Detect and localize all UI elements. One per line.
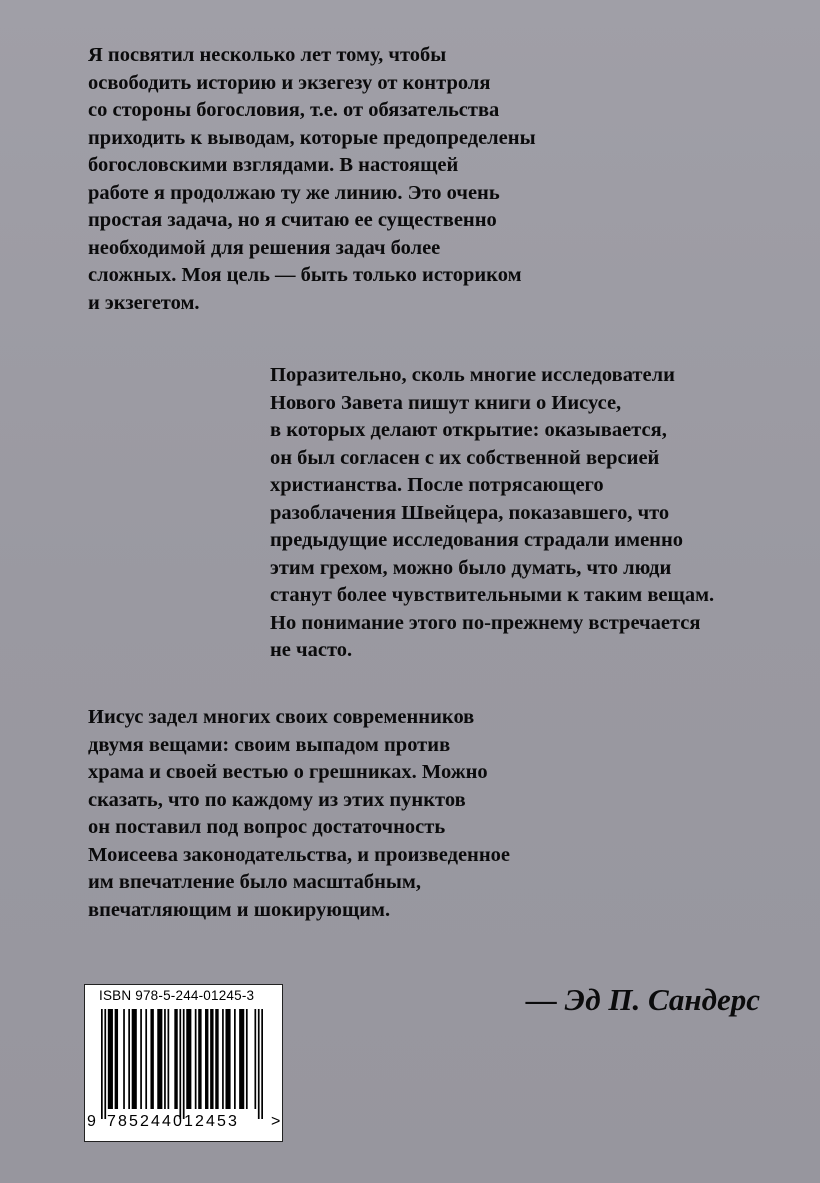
text-line: Иисус задел многих своих современников <box>88 706 475 728</box>
barcode-guard-bar <box>261 1009 263 1119</box>
barcode-bar <box>195 1009 197 1109</box>
ean-quiet-zone-marker: > <box>271 1113 281 1130</box>
barcode-bar <box>210 1009 213 1109</box>
text-line: не часто. <box>270 639 353 661</box>
barcode-bar <box>222 1009 224 1109</box>
text-line: он был согласен с их собственной версией <box>270 446 660 469</box>
text-line: предыдущие исследования страдали именно <box>270 529 684 551</box>
text-line: Моисеева законодательства, и произведенное <box>88 843 511 866</box>
quote-author: — Эд П. Сандерс <box>525 982 760 1017</box>
barcode-bar <box>254 1009 256 1109</box>
barcode-bar <box>140 1009 142 1109</box>
barcode-bar <box>215 1009 218 1109</box>
text-line: необходимой для решения задач более <box>88 236 441 259</box>
barcode-bars <box>101 1009 269 1119</box>
quote-paragraph-1 <box>88 42 536 317</box>
text-line: сложных. Моя цель — быть только историком <box>88 264 522 286</box>
barcode-guard-bar <box>101 1009 103 1119</box>
ean-first-digit: 9 <box>87 1113 96 1130</box>
barcode-bar <box>205 1009 208 1109</box>
barcode-bar <box>123 1009 125 1109</box>
barcode-bar <box>132 1009 137 1109</box>
barcode-bar <box>174 1009 177 1109</box>
text-line: и экзегетом. <box>88 291 200 314</box>
barcode-bar <box>239 1009 244 1109</box>
quote-paragraph-2 <box>270 362 714 665</box>
text-line: приходить к выводам, которые предопределены <box>88 126 536 149</box>
ean-digits: 785244012453 <box>107 1113 239 1130</box>
text-line: разоблачения Швейцера, показавшего, что <box>270 501 670 524</box>
isbn-label: ISBN 978-5-244-01245-3 <box>99 988 255 1003</box>
barcode-bar <box>115 1009 118 1109</box>
barcode-bar <box>186 1009 191 1109</box>
text-line: сказать, что по каждому из этих пунктов <box>88 788 466 811</box>
text-line: работе я продолжаю ту же линию. Это очень <box>88 181 500 204</box>
text-line: впечатляющим и шокирующим. <box>88 898 391 921</box>
text-line: Нового Завета пишут книги о Иисусе, <box>270 391 622 414</box>
text-line: храма и своей вестью о грешниках. Можно <box>88 761 488 783</box>
barcode-bar <box>234 1009 236 1109</box>
barcode-bar <box>198 1009 201 1109</box>
barcode-bar <box>157 1009 162 1109</box>
text-line: Я посвятил несколько лет тому, чтобы <box>88 44 447 66</box>
text-line: им впечатление было масштабным, <box>88 871 421 893</box>
text-line: со стороны богословия, т.е. от обязательства <box>88 99 500 121</box>
barcode-bar <box>150 1009 153 1109</box>
text-line: в которых делают открытие: оказывается, <box>270 419 667 441</box>
barcode-guard-bar <box>104 1009 106 1119</box>
barcode-guard-bar <box>258 1009 260 1119</box>
barcode-bar <box>145 1009 147 1109</box>
text-line: освободить историю и экзегезу от контроля <box>88 71 491 94</box>
text-line: христианства. После потрясающего <box>270 474 604 496</box>
text-line: простая задача, но я считаю ее существенно <box>88 209 497 231</box>
barcode-bar <box>225 1009 230 1109</box>
text-line: Но понимание этого по-прежнему встречается <box>270 611 701 634</box>
text-line: он поставил под вопрос достаточность <box>88 816 446 838</box>
barcode-bar <box>168 1009 170 1109</box>
text-line: богословскими взглядами. В настоящей <box>88 154 459 176</box>
quote-paragraph-3 <box>88 704 510 924</box>
barcode-bar <box>164 1009 166 1109</box>
text-line: этим грехом, можно было думать, что люди <box>270 556 672 579</box>
text-line: Поразительно, сколь многие исследователи <box>270 364 675 386</box>
barcode-bar <box>246 1009 248 1109</box>
isbn-barcode <box>84 984 283 1142</box>
text-line: двумя вещами: своим выпадом против <box>88 733 451 756</box>
barcode-guard-bar <box>179 1009 181 1119</box>
text-line: станут более чувствительными к таким вещам. <box>270 584 715 606</box>
barcode-bar <box>128 1009 130 1109</box>
barcode-guard-bar <box>183 1009 185 1119</box>
barcode-bar <box>108 1009 113 1109</box>
